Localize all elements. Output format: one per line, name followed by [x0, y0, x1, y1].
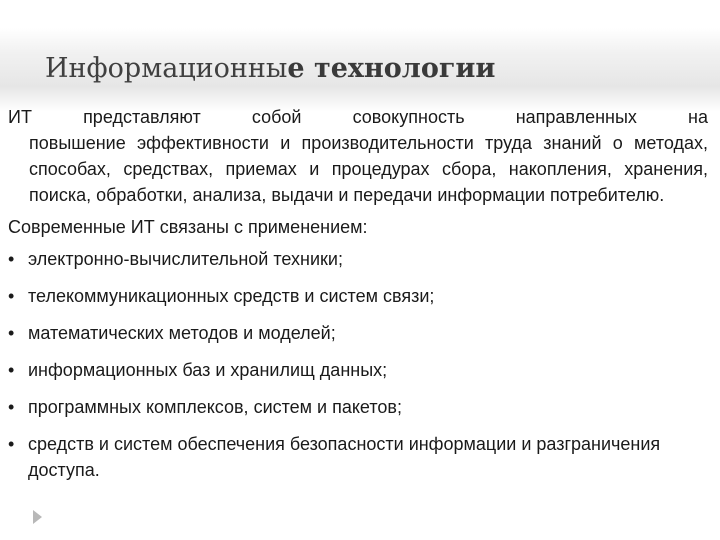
title-regular: Информационны: [45, 53, 288, 84]
list-item: [8, 431, 708, 483]
bullet-text: информационных баз и хранилищ данных;: [28, 360, 388, 380]
list-item: [8, 320, 708, 346]
list-item: [8, 394, 708, 420]
definition-first-line: ИТ представляют собой совокупность направленных на: [8, 107, 708, 127]
bullet-icon: •: [8, 286, 15, 306]
bullet-icon: •: [8, 397, 15, 417]
bullet-text: электронно-вычислительной техники;: [28, 249, 343, 269]
list-item: [8, 246, 708, 272]
bullet-text: программных комплексов, систем и пакетов;: [28, 397, 402, 417]
list-item: [8, 283, 708, 309]
bullet-list: [8, 246, 708, 483]
slide-content: [8, 104, 708, 494]
definition-paragraph: [8, 104, 708, 208]
list-item: [8, 357, 708, 383]
bullet-icon: •: [8, 249, 15, 269]
bullet-text: телекоммуникационных средств и систем связи;: [28, 286, 435, 306]
play-arrow-icon[interactable]: [33, 510, 42, 524]
bullet-icon: •: [8, 360, 15, 380]
bullet-icon: •: [8, 434, 15, 454]
definition-rest: повышение эффективности и производительности труда знаний о методах, способах, средствах, приемах и процедурах сбора, накопления, хранения, поиска, обработки, анализа, выдачи и передачи информации потребителю.: [29, 133, 708, 205]
bullet-icon: •: [8, 323, 15, 343]
bullet-text: средств и систем обеспечения безопасности информации и разграничения доступа.: [28, 434, 661, 480]
slide-title: [45, 52, 495, 86]
subtitle: Современные ИТ связаны с применением:: [8, 217, 368, 237]
title-bold: е технологии: [287, 53, 496, 84]
bullet-text: математических методов и моделей;: [28, 323, 336, 343]
